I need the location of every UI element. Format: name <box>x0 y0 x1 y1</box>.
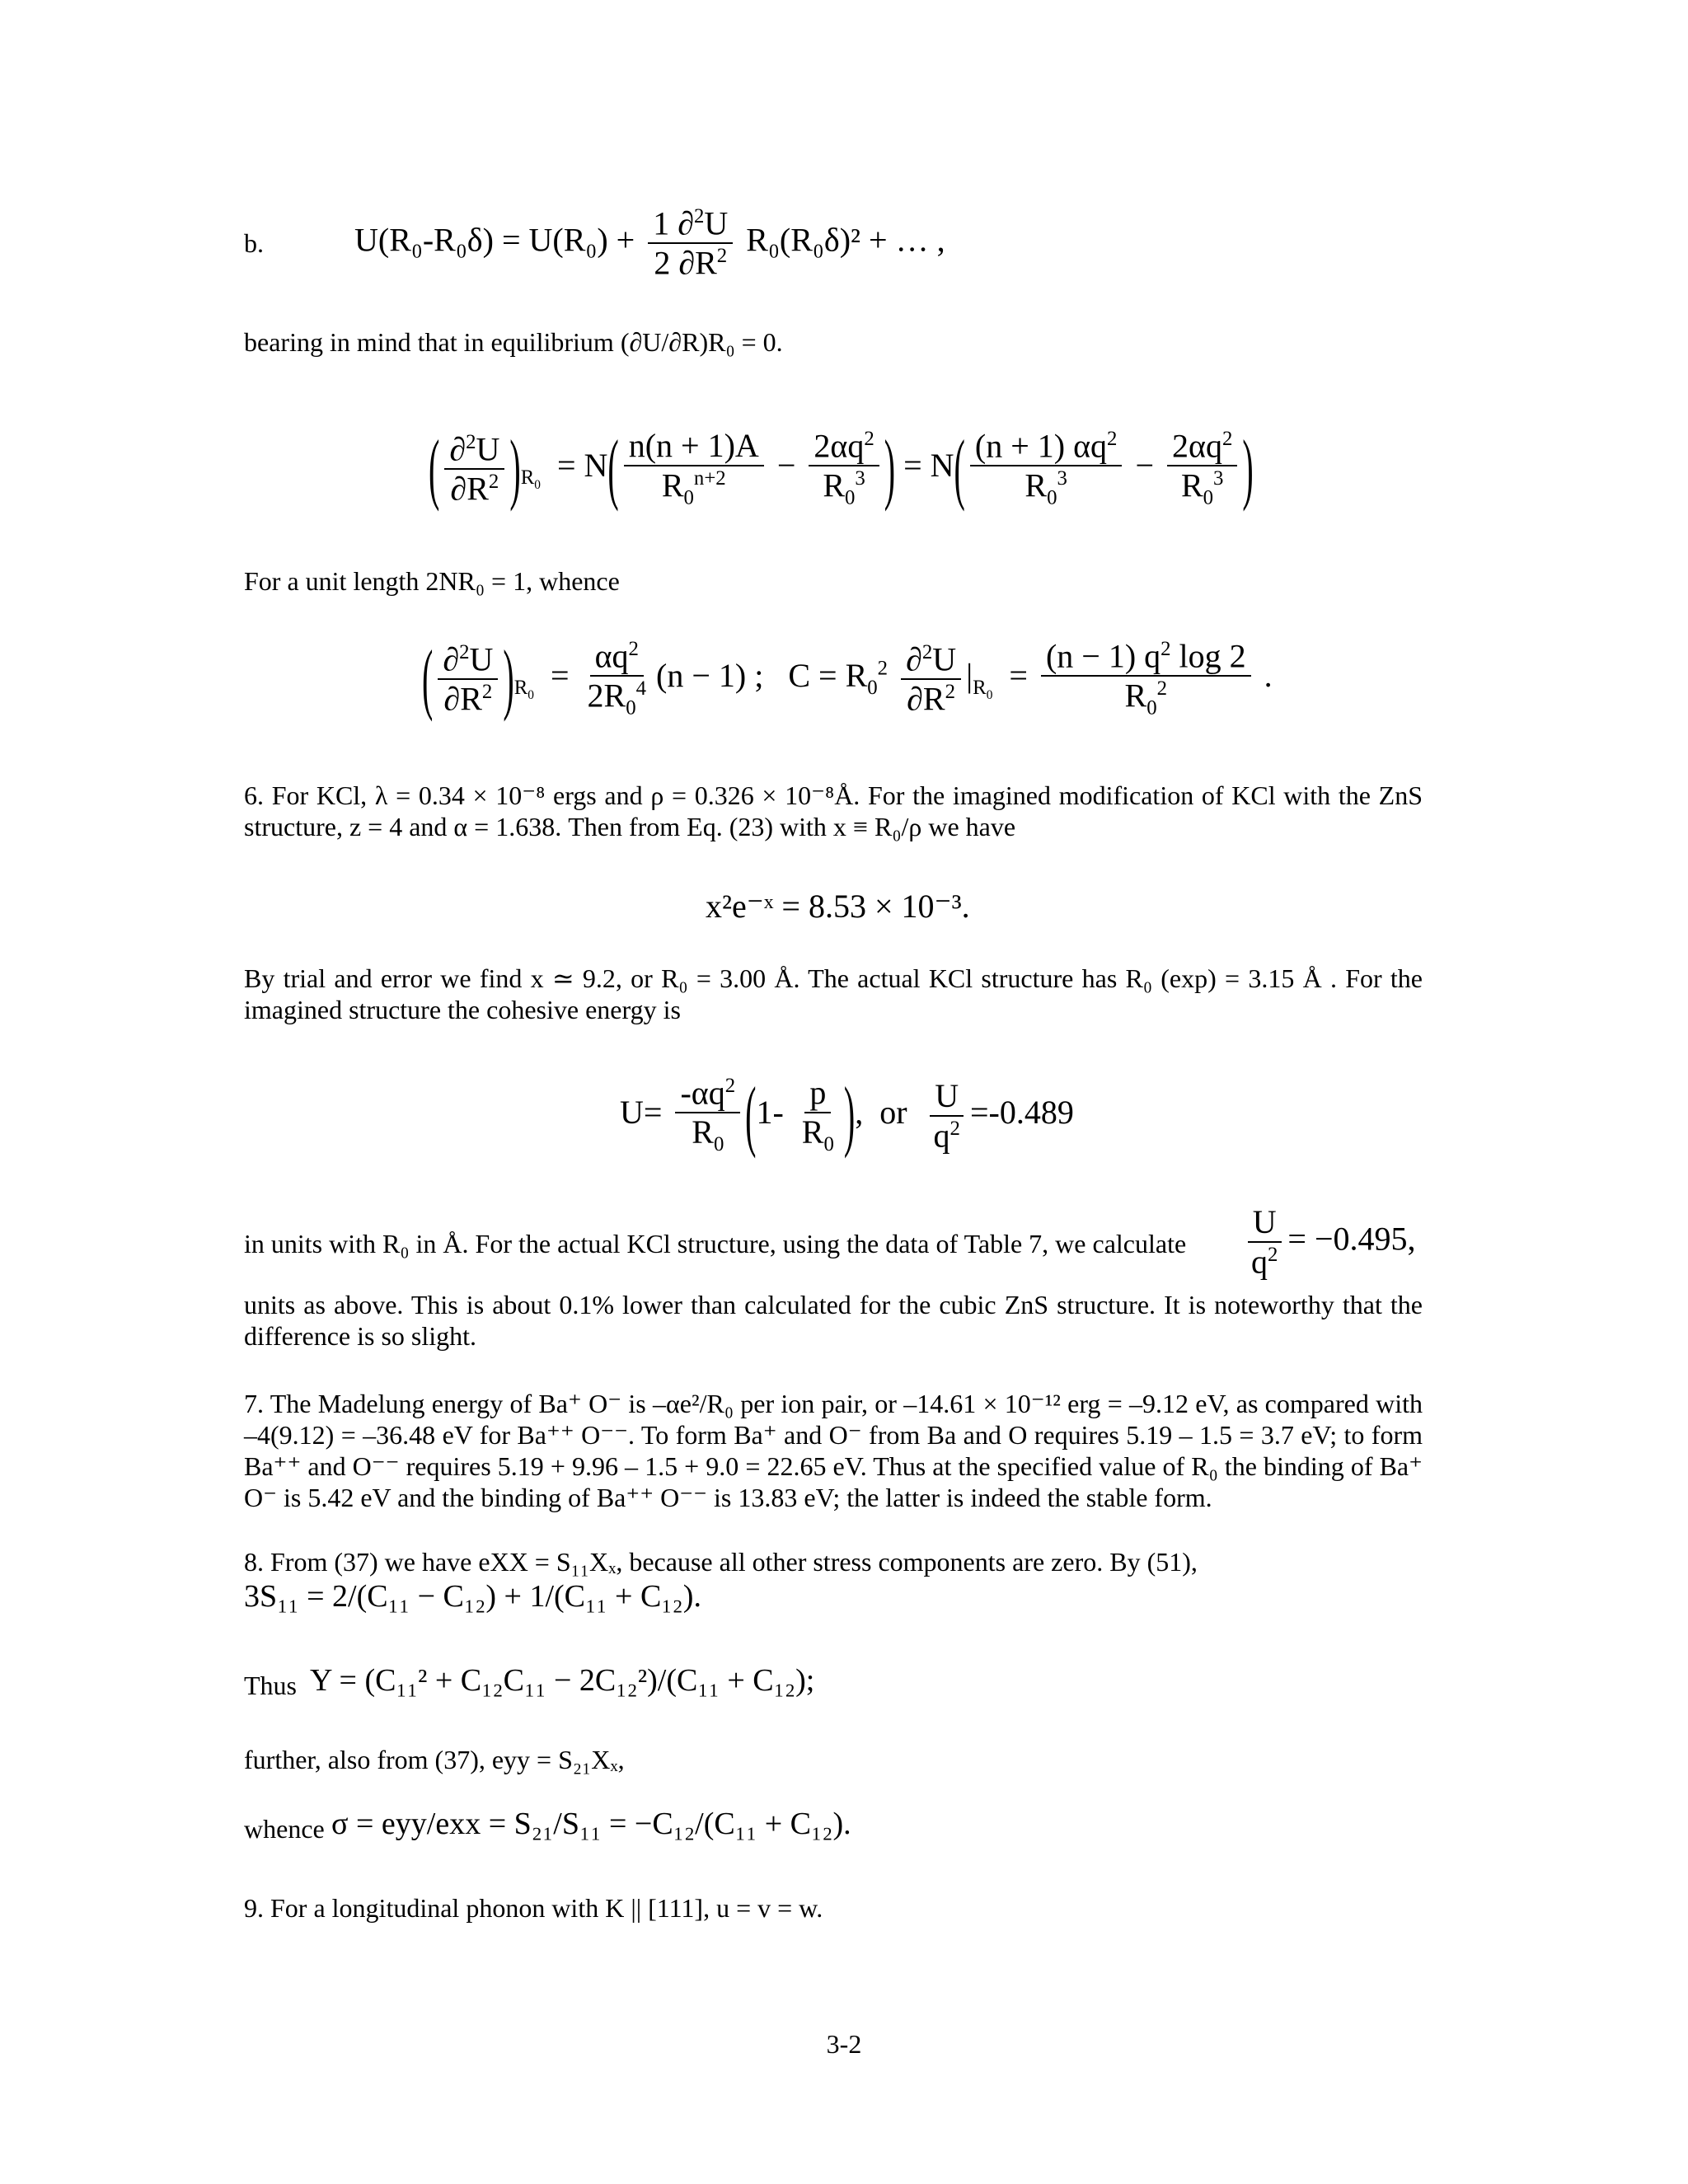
or-word: or <box>879 1093 907 1131</box>
item-b-equation <box>354 206 945 281</box>
problem-6-conclusion: units as above. This is about 0.1% lower than calculated for the cubic ZnS structure. It is noteworthy that the difference is so slight. <box>244 1290 1423 1351</box>
item-b-coef: $\frac{1 \partial^2U}{2 \partial R^2}$ <box>648 206 733 281</box>
problem-6-trial-text: By trial and error we find x ≃ 9.2, or R₀ = 3.00 Å. The actual KCl structure has R₀ (exp) = 3.15 Å . For the imagined structure the cohesive energy is <box>244 963 1423 1024</box>
problem-6-text: 6. For KCl, λ = 0.34 × 10⁻⁸ ergs and ρ = 0.326 × 10⁻⁸Å. For the imagined modification of KCl with the ZnS structure, z = 4 and α = 1.638. Then from Eq. (23) with x ≡ R₀/ρ we have <box>244 780 1423 841</box>
further-text: further, also from (37), eyy = S₂₁Xₓ, <box>244 1745 625 1774</box>
unit-result-equation: ( $\frac{\partial^2U}{\partial R^2}$ )$_{R_0}$ = $\frac{\alpha q^2}{2R_0^4}$ (n − 1) ; $C = R_0^2$ $\frac{\partial^2U}{\partial R^2}$ $|_{R_0}$ = $\frac{(n - 1) q^2 \log 2}{R_0^2}$ . <box>422 633 1273 723</box>
problem-6-equation: x²e⁻ˣ = 8.53 × 10⁻³. <box>706 888 970 925</box>
poisson-ratio-equation: σ = eyy/exx = S₂₁/S₁₁ = −C₁₂/(C₁₁ + C₁₂). <box>331 1807 851 1841</box>
actual-kcl-value: $\frac{U}{q^2}$ = −0.495, <box>1241 1205 1416 1279</box>
item-b-rhs: R₀(R₀δ)² + … , <box>746 221 945 259</box>
second-derivative-equation: ( $\frac{\partial^2U}{\partial R^2}$ )$_{R_0} = N$( $\frac{n(n + 1)A}{R_0^{n+2}}$ − $\frac{2\alpha q^2}{R_0^3}$ ) = N( $\frac{(n + 1) \alpha q^2}{R_0^3}$ − $\frac{2\alpha q^2}{R_0^3}$ ) <box>429 423 1254 513</box>
problem-8-equation: 3S₁₁ = 2/(C₁₁ − C₁₂) + 1/(C₁₁ + C₁₂). <box>244 1579 701 1614</box>
youngs-modulus-equation: Y = (C₁₁² + C₁₂C₁₁ − 2C₁₂²)/(C₁₁ + C₁₂); <box>310 1663 815 1698</box>
whence-label: whence <box>244 1814 325 1844</box>
problem-7-text: 7. The Madelung energy of Ba⁺ O⁻ is –αe²/R₀ per ion pair, or –14.61 × 10⁻¹² erg = –9.12 eV, as compared with –4(9.12) = –36.48 eV for Ba⁺⁺ O⁻⁻. To form Ba⁺ and O⁻ from Ba and O requires 5.19 – 1.5 = 3.7 eV; to form Ba⁺⁺ and O⁻⁻ requires 5.19 + 9.96 – 1.5 + 9.0 = 22.65 eV. Thus at the specified value of R₀ the binding of Ba⁺ O⁻ is 5.42 eV and the binding of Ba⁺⁺ O⁻⁻ is 13.83 eV; the latter is indeed the stable form. <box>244 1389 1423 1512</box>
thus-label: Thus <box>244 1671 297 1700</box>
page-number: 3-2 <box>826 2029 862 2059</box>
item-b-label: b. <box>244 228 264 258</box>
item-b-lhs: U(R₀-R₀δ) = U(R₀) + <box>354 221 635 259</box>
problem-6-units-text: in units with R₀ in Å. For the actual KCl structure, using the data of Table 7, we calculate <box>244 1229 1187 1258</box>
cohesive-energy-equation: U= $\frac{-\alpha q^2}{R_0}$ (1- $\frac{p}{R_0}$ ), or $\frac{U}{q^2}$ =-0.489 <box>620 1070 1074 1160</box>
problem-8-text: 8. From (37) we have eXX = S₁₁Xₓ, because all other stress components are zero. By (51), <box>244 1547 1198 1577</box>
unit-length-text: For a unit length 2NR₀ = 1, whence <box>244 566 620 596</box>
equilibrium-note: bearing in mind that in equilibrium (∂U/∂R)R₀ = 0. <box>244 327 783 357</box>
problem-9-text: 9. For a longitudinal phonon with K || [111], u = v = w. <box>244 1893 823 1923</box>
